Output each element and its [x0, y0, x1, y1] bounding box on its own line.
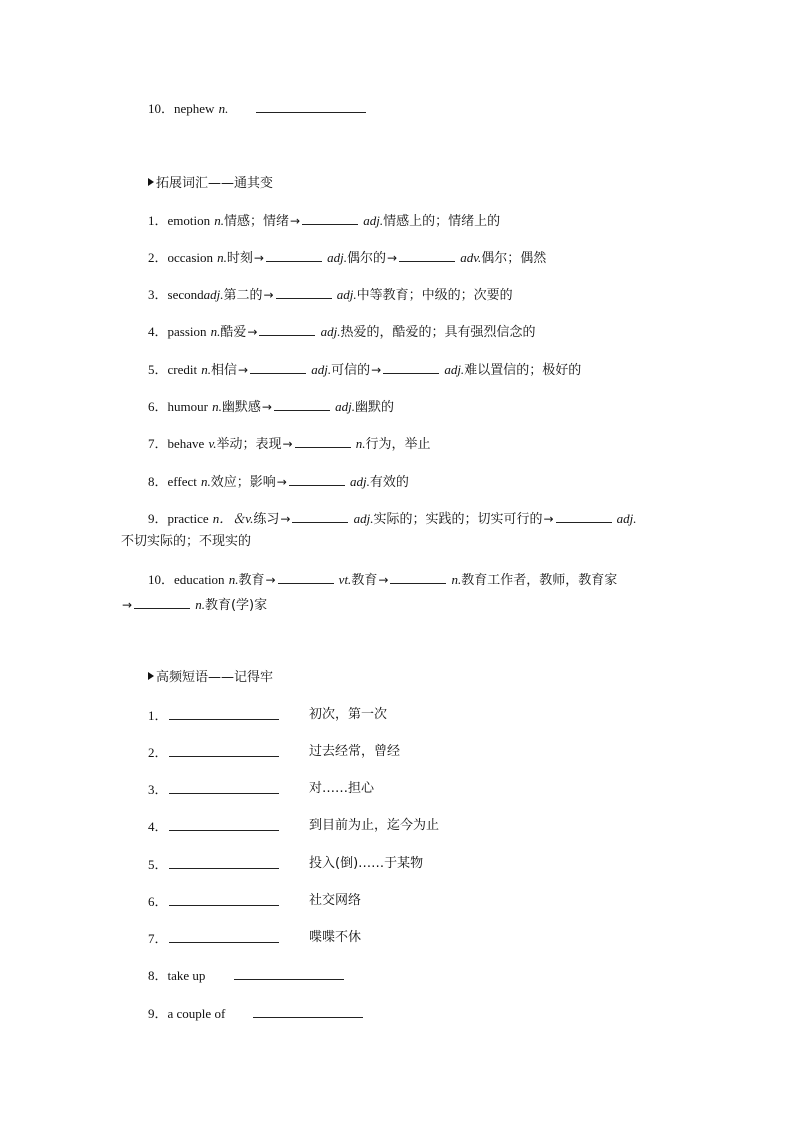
answer-blank[interactable] — [295, 435, 351, 448]
arrow-icon: → — [238, 363, 249, 377]
answer-blank[interactable] — [399, 249, 455, 262]
arrow-icon: → — [371, 363, 382, 377]
phrase-item: 2． 过去经常，曾经 — [148, 744, 401, 760]
phrase-item: 1． 初次，第一次 — [148, 707, 388, 723]
arrow-icon: → — [280, 512, 291, 526]
answer-blank[interactable] — [169, 930, 279, 943]
phrase-item: 8．take up — [148, 967, 345, 985]
vocab-item-continuation: → n.教育(学)家 — [122, 597, 268, 613]
phrase-item: 3． 对……担心 — [148, 781, 375, 797]
answer-blank[interactable] — [169, 893, 279, 906]
arrow-icon: → — [122, 598, 133, 612]
arrow-icon: → — [378, 573, 389, 587]
answer-blank[interactable] — [266, 249, 322, 262]
arrow-icon: → — [387, 251, 398, 265]
answer-blank[interactable] — [390, 571, 446, 584]
answer-blank[interactable] — [289, 473, 345, 486]
answer-blank[interactable] — [256, 100, 366, 113]
arrow-icon: → — [543, 512, 554, 526]
triangle-bullet-icon — [148, 672, 154, 680]
arrow-icon: → — [261, 400, 272, 414]
vocab-item: 4．passion n.酷爱→ adj.热爱的，酷爱的；具有强烈信念的 — [148, 324, 536, 340]
arrow-icon: → — [263, 288, 274, 302]
answer-blank[interactable] — [276, 286, 332, 299]
arrow-icon: → — [276, 475, 287, 489]
answer-blank[interactable] — [556, 510, 612, 523]
arrow-icon: → — [247, 325, 258, 339]
answer-blank[interactable] — [278, 571, 334, 584]
vocab-item: 9．practice n．＆v.练习→ adj.实际的；实践的；切实可行的→ adj. — [148, 511, 637, 527]
vocab-item-nephew: 10．nephew n. — [148, 100, 367, 118]
answer-blank[interactable] — [169, 856, 279, 869]
arrow-icon: → — [290, 214, 301, 228]
vocab-item: 1．emotion n.情感；情绪→ adj.情感上的；情绪上的 — [148, 213, 501, 229]
vocab-item: 3．secondadj.第二的→ adj.中等教育；中级的；次要的 — [148, 287, 513, 303]
triangle-bullet-icon — [148, 178, 154, 186]
vocab-item-continuation: 不切实际的；不现实的 — [121, 534, 252, 549]
vocab-item: 7．behave v.举动；表现→ n.行为，举止 — [148, 436, 431, 452]
phrase-item: 5． 投入(倒)……于某物 — [148, 856, 424, 872]
arrow-icon: → — [282, 437, 293, 451]
arrow-icon: → — [253, 251, 264, 265]
vocab-item: 8．effect n.效应；影响→ adj.有效的 — [148, 474, 409, 490]
answer-blank[interactable] — [253, 1005, 363, 1018]
answer-blank[interactable] — [169, 818, 279, 831]
vocab-item: 2．occasion n.时刻→ adj.偶尔的→ adv.偶尔；偶然 — [148, 250, 547, 266]
answer-blank[interactable] — [134, 596, 190, 609]
answer-blank[interactable] — [234, 967, 344, 980]
answer-blank[interactable] — [169, 707, 279, 720]
answer-blank[interactable] — [169, 781, 279, 794]
section-heading-phrases: 高频短语——记得牢 — [148, 670, 273, 686]
phrase-item: 4． 到目前为止，迄今为止 — [148, 818, 440, 834]
vocab-item: 10．education n.教育→ vt.教育→ n.教育工作者，教师，教育家 — [148, 572, 618, 588]
answer-blank[interactable] — [274, 398, 330, 411]
answer-blank[interactable] — [259, 323, 315, 336]
answer-blank[interactable] — [302, 212, 358, 225]
vocab-item: 5．credit n.相信→ adj.可信的→ adj.难以置信的；极好的 — [148, 362, 582, 378]
arrow-icon: → — [265, 573, 276, 587]
answer-blank[interactable] — [383, 361, 439, 374]
phrase-item: 9．a couple of — [148, 1005, 364, 1023]
phrase-item: 7． 喋喋不休 — [148, 930, 362, 946]
answer-blank[interactable] — [169, 744, 279, 757]
phrase-item: 6． 社交网络 — [148, 893, 362, 909]
answer-blank[interactable] — [292, 510, 348, 523]
answer-blank[interactable] — [250, 361, 306, 374]
section-heading-vocab: 拓展词汇——通其变 — [148, 176, 273, 192]
vocab-item: 6．humour n.幽默感→ adj.幽默的 — [148, 399, 394, 415]
